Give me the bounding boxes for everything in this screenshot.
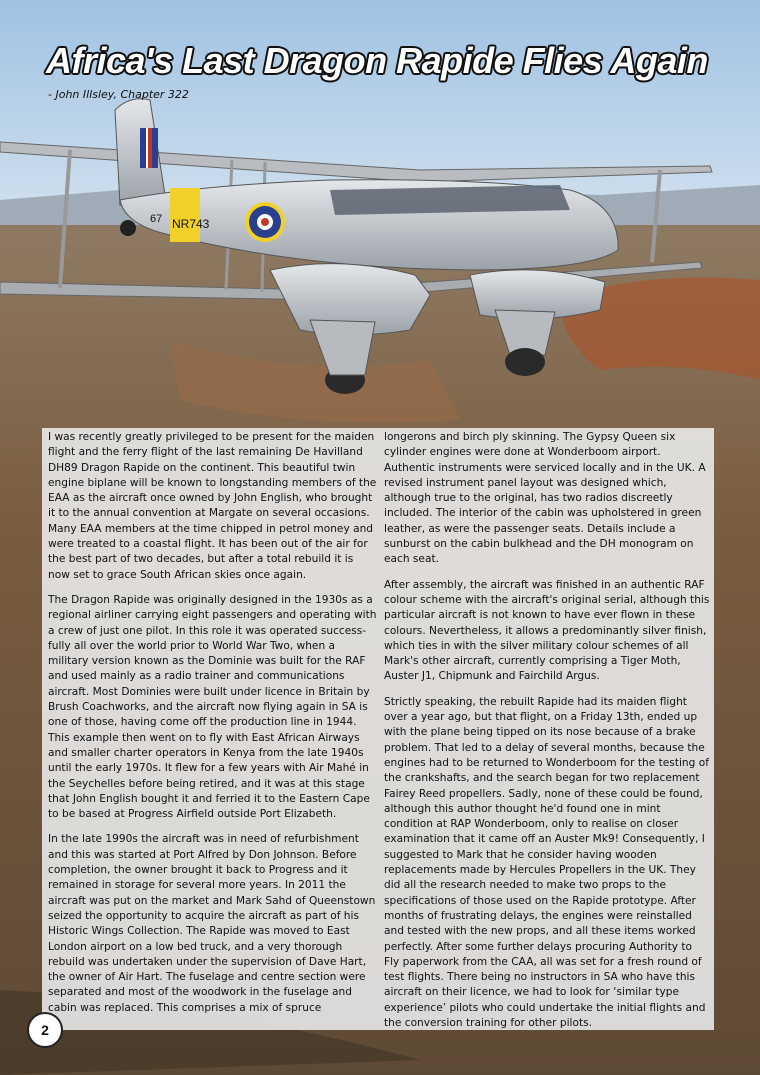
paragraph: The Dragon Rapide was originally designed in the 1930s as a regional airliner carrying eight passengers and operating with a crew of just one pilot. In this role it was operated success-fully all over the world prior to World War Two, when a military version known as the Dominie was built for the RAF and used mainly as a radio trainer and communications aircraft. Most Dominies were built under licence in Britain by Brush Coachworks, and the aircraft now flying again in SA is one of those, having come off the production line in 1944. This example then went on to fly with East African Airways and smaller charter operators in Kenya from the late 1940s until the early 1970s. It flew for a few years with Air Mahé in the Seychelles before being retired, and it was at this stage that John English bought it and ferried it to the Eastern Cape to be based at Progress Airfield outside Port Elizabeth. (48, 593, 377, 821)
article-text-panel (42, 428, 714, 1030)
aircraft-serial-text: NR743 (172, 217, 210, 231)
paragraph: longerons and birch ply skinning. The Gypsy Queen six cylinder engines were done at Wonderboom airport. Authentic instruments were serviced locally and in the UK. A revised instrument panel layout was designed which, although true to the original, has two radios discreetly included. The interior of the cabin was upholstered in green leather, as were the passenger seats. Details include a sunburst on the cabin bulkhead and the DH monogram on each seat. (384, 431, 706, 566)
page-number-badge: 2 (27, 1012, 63, 1048)
paragraph: In the late 1990s the aircraft was in need of refurbishment and this was started at Port Alfred by Don Johnson. Before completion, the owner brought it back to Progress and it remained in storage for several more years. In 2011 the aircraft was put on the market and Mark Sahd of Queenstown seized the opportunity to acquire the aircraft as part of his Historic Wings Collection. The Rapide was moved to East London airport on a low bed truck, and a very thorough rebuild was undertaken under the supervision of Dave Hart, the owner of Air Hart. The fuselage and centre section were separated and most of the woodwork in the fuselage and cabin was replaced. This comprises a mix of spruce (48, 833, 376, 1014)
paragraph: After assembly, the aircraft was finished in an authentic RAF colour scheme with the aircraft's original serial, although this particular aircraft is not known to have ever flown in these colours. Nevertheless, it allows a predominantly silver finish, which ties in with the silver military colour schemes of all Mark's other aircraft, currently comprising a Tiger Moth, Auster J1, Chipmunk and Fairchild Argus. (384, 578, 710, 683)
paragraph: Strictly speaking, the rebuilt Rapide had its maiden flight over a year ago, but that flight, on a Friday 13th, ended up with the plane being tipped on its nose because of a brake problem. That led to a delay of several months, because the engines had to be returned to Wonderboom for the testing of the crankshafts, and the search began for two replacement Fairey Reed propellers. Sadly, none of these could be found, although this author thought he'd found one in mint condition at RAP Wonderboom, only to realise on closer examination that it came off an Auster Mk9! Consequently, I suggested to Mark that he consider having wooden replacements made by Hercules Propellers in the UK. They did all the research needed to make two props to the specifications of those used on the Rapide prototype. After months of frustrating delays, the engines were reinstalled and tested with the new props, and all these items worked perfectly. After some further delays procuring Authority to Fly paperwork from the CAA, all was set for a fresh round of test flights. There being no instructors in SA who have this aircraft on their licence, we had to look for ‘similar type experience’ pilots who could undertake the initial flights and the conversion training for other pilots. (384, 695, 709, 1029)
article-title: Africa's Last Dragon Rapide Flies Again (46, 40, 708, 81)
left-column (48, 430, 378, 1026)
article-byline: - John Illsley, Chapter 322 (48, 88, 189, 101)
right-column (384, 430, 710, 1041)
paragraph: I was recently greatly privileged to be present for the maiden flight and the ferry flight of the last remaining De Havilland DH89 Dragon Rapide on the continent. This beautiful twin engine biplane will be known to longstanding members of the EAA as the aircraft once owned by John English, who brought it to the annual convention at Margate on several occasions. Many EAA members at the time chipped in petrol money and were treated to a coastal flight. It has been out of the air for the best part of two decades, but after a total rebuild it is now set to grace South African skies once again. (48, 431, 377, 581)
tail-code-text: 67 (150, 213, 163, 225)
